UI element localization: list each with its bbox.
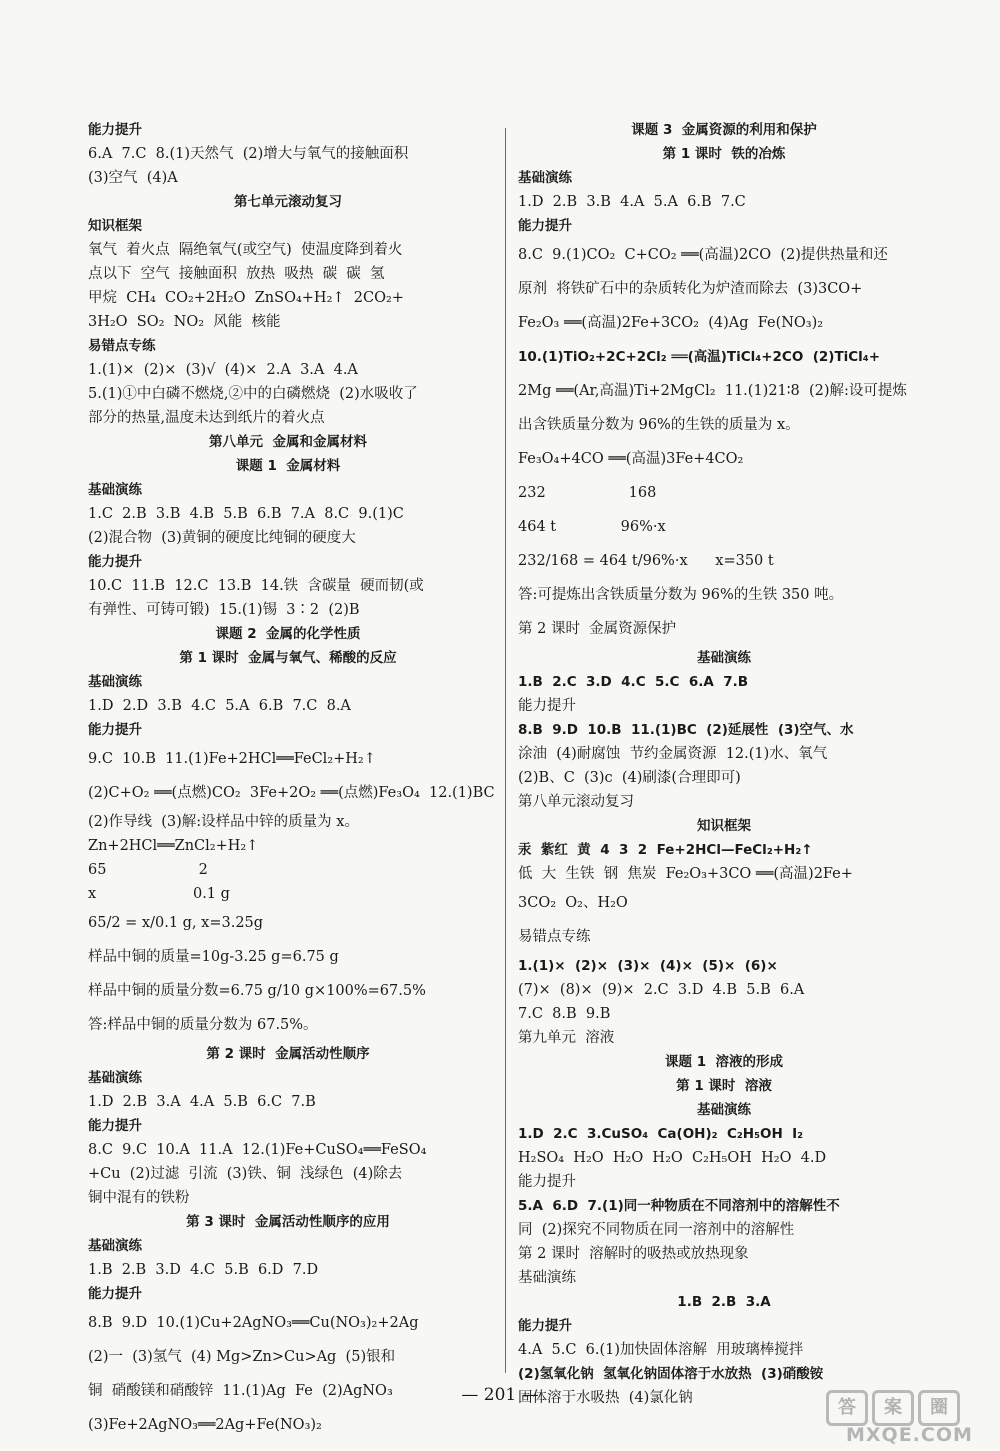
right-subheading: 8.B 9.D 10.B 11.(1)BC (2)延展性 (3)空气、水 — [518, 722, 854, 738]
right-answer-line: 464 t 96%·x — [518, 519, 666, 535]
left-answer-line: (3)Fe+2AgNO₃══2Ag+Fe(NO₃)₂ — [88, 1417, 322, 1433]
right-answer-line: 第八单元滚动复习 — [518, 794, 634, 810]
right-answer-line: 232/168 = 464 t/96%·x x=350 t — [518, 553, 774, 569]
right-answer-line: 第 2 课时 金属资源保护 — [518, 621, 677, 637]
right-answer-line: 答:可提炼出含铁质量分数为 96%的生铁 350 吨。 — [518, 587, 844, 603]
left-answer-line: 1.(1)× (2)× (3)√ (4)× 2.A 3.A 4.A — [88, 362, 358, 378]
right-answer-line: Fe₂O₃ ══(高温)2Fe+3CO₂ (4)Ag Fe(NO₃)₂ — [518, 315, 824, 331]
right-answer-line: 基础演练 — [518, 1270, 576, 1286]
left-answer-line: 铜中混有的铁粉 — [88, 1190, 190, 1206]
left-subheading: 基础演练 — [88, 1070, 142, 1086]
right-section-title: 第 1 课时 铁的冶炼 — [662, 146, 786, 162]
left-subheading: 能力提升 — [88, 722, 142, 738]
left-answer-line: 5.(1)①中白磷不燃烧,②中的白磷燃烧 (2)水吸收了 — [88, 386, 418, 402]
left-subheading: 能力提升 — [88, 554, 142, 570]
right-answer-line: 低 大 生铁 钢 焦炭 Fe₂O₃+3CO ══(高温)2Fe+ — [518, 866, 853, 882]
right-answer-line: 第九单元 溶液 — [518, 1030, 615, 1046]
right-answer-line: 8.C 9.(1)CO₂ C+CO₂ ══(高温)2CO (2)提供热量和还 — [518, 247, 888, 263]
left-subheading: 基础演练 — [88, 482, 142, 498]
left-answer-line: 65 2 — [88, 862, 208, 878]
column-divider — [505, 128, 506, 1373]
left-answer-line: (2)C+O₂ ══(点燃)CO₂ 3Fe+2O₂ ══(点燃)Fe₃O₄ 12.(1)BC — [88, 785, 495, 801]
right-subheading: 5.A 6.D 7.(1)同一种物质在不同溶剂中的溶解性不 — [518, 1198, 840, 1214]
left-section-title: 课题 1 金属材料 — [235, 458, 341, 474]
left-answer-line: 样品中铜的质量分数=6.75 g/10 g×100%=67.5% — [88, 983, 426, 999]
right-subheading: 1.(1)× (2)× (3)× (4)× (5)× (6)× — [518, 958, 778, 974]
left-answer-line: (2)混合物 (3)黄铜的硬度比纯铜的硬度大 — [88, 530, 356, 546]
left-answer-line: (2)一 (3)氢气 (4) Mg>Zn>Cu>Ag (5)银和 — [88, 1349, 396, 1365]
watermark-logo — [818, 1390, 978, 1446]
right-answer-line: 2Mg ══(Ar,高温)Ti+2MgCl₂ 11.(1)21∶8 (2)解:设可提炼 — [518, 383, 907, 399]
right-answer-line: 第 2 课时 溶解时的吸热或放热现象 — [518, 1246, 749, 1262]
right-section-title: 课题 1 溶液的形成 — [665, 1054, 783, 1070]
left-section-title: 第七单元滚动复习 — [234, 194, 342, 210]
page-number: — 201 — — [461, 1385, 539, 1405]
left-answer-line: 部分的热量,温度未达到纸片的着火点 — [88, 410, 325, 426]
left-subheading: 基础演练 — [88, 1238, 142, 1254]
watermark-char: 圈 — [918, 1390, 960, 1426]
right-subheading: 1.B 2.C 3.D 4.C 5.C 6.A 7.B — [518, 674, 749, 690]
left-subheading: 能力提升 — [88, 122, 142, 138]
right-subheading: 能力提升 — [518, 218, 572, 234]
right-section-title: 基础演练 — [697, 650, 751, 666]
right-answer-line: Fe₃O₄+4CO ══(高温)3Fe+4CO₂ — [518, 451, 744, 467]
right-subheading: 基础演练 — [518, 170, 572, 186]
left-answer-line: 铜 硝酸镁和硝酸锌 11.(1)Ag Fe (2)AgNO₃ — [88, 1383, 393, 1399]
left-answer-line: x 0.1 g — [88, 886, 230, 902]
right-subheading: (2)氢氧化钠 氢氧化钠固体溶于水放热 (3)硝酸铵 — [518, 1366, 824, 1382]
left-answer-line: 10.C 11.B 12.C 13.B 14.铁 含碳量 硬而韧(或 — [88, 578, 424, 594]
left-subheading: 能力提升 — [88, 1286, 142, 1302]
left-column — [88, 118, 495, 1442]
right-answer-line: (2)B、C (3)c (4)刷漆(合理即可) — [518, 770, 741, 786]
right-section-title: 知识框架 — [697, 818, 751, 834]
right-section-title: 基础演练 — [697, 1102, 751, 1118]
left-answer-line: +Cu (2)过滤 引流 (3)铁、铜 浅绿色 (4)除去 — [88, 1166, 403, 1182]
left-answer-line: 3H₂O SO₂ NO₂ 风能 核能 — [88, 314, 281, 330]
left-section-title: 第 2 课时 金属活动性顺序 — [206, 1046, 370, 1062]
left-answer-line: 氧气 着火点 隔绝氧气(或空气) 使温度降到着火 — [88, 242, 403, 258]
left-section-title: 第 1 课时 金属与氧气、稀酸的反应 — [179, 650, 397, 666]
left-answer-line: 9.C 10.B 11.(1)Fe+2HCl══FeCl₂+H₂↑ — [88, 751, 376, 767]
right-subheading: 汞 紫红 黄 4 3 2 Fe+2HCl—FeCl₂+H₂↑ — [518, 842, 813, 858]
watermark-char: 案 — [872, 1390, 914, 1426]
left-answer-line: 1.D 2.D 3.B 4.C 5.A 6.B 7.C 8.A — [88, 698, 351, 714]
left-answer-line: 65/2 = x/0.1 g, x=3.25g — [88, 915, 264, 931]
right-answer-line: 1.D 2.B 3.B 4.A 5.A 6.B 7.C — [518, 194, 746, 210]
right-answer-line: 出含铁质量分数为 96%的生铁的质量为 x。 — [518, 417, 800, 433]
right-answer-line: 同 (2)探究不同物质在同一溶剂中的溶解性 — [518, 1222, 795, 1238]
right-answer-line: (7)× (8)× (9)× 2.C 3.D 4.B 5.B 6.A — [518, 982, 805, 998]
right-section-title: 第 1 课时 溶液 — [676, 1078, 772, 1094]
right-subheading: 1.D 2.C 3.CuSO₄ Ca(OH)₂ C₂H₅OH I₂ — [518, 1126, 804, 1142]
left-section-title: 课题 2 金属的化学性质 — [215, 626, 361, 642]
left-answer-line: Zn+2HCl══ZnCl₂+H₂↑ — [88, 838, 259, 854]
right-answer-line: 232 168 — [518, 485, 657, 501]
left-answer-line: 8.B 9.D 10.(1)Cu+2AgNO₃══Cu(NO₃)₂+2Ag — [88, 1315, 419, 1331]
right-column — [518, 118, 930, 1410]
left-answer-line: (2)作导线 (3)解:设样品中锌的质量为 x。 — [88, 814, 359, 830]
watermark-url: MXQE.COM — [846, 1424, 973, 1446]
right-answer-line: 3CO₂ O₂、H₂O — [518, 895, 628, 911]
left-answer-line: 1.B 2.B 3.D 4.C 5.B 6.D 7.D — [88, 1262, 319, 1278]
left-answer-line: 1.D 2.B 3.A 4.A 5.B 6.C 7.B — [88, 1094, 316, 1110]
watermark-char: 答 — [826, 1390, 868, 1426]
left-section-title: 第八单元 金属和金属材料 — [209, 434, 367, 450]
left-answer-line: 8.C 9.C 10.A 11.A 12.(1)Fe+CuSO₄══FeSO₄ — [88, 1142, 427, 1158]
right-answer-line: 固体溶于水吸热 (4)氯化钠 — [518, 1390, 693, 1406]
right-section-title: 课题 3 金属资源的利用和保护 — [631, 122, 817, 138]
right-section-title: 1.B 2.B 3.A — [677, 1294, 771, 1310]
left-subheading: 知识框架 — [88, 218, 142, 234]
right-answer-line: 易错点专练 — [518, 929, 591, 945]
right-subheading: 能力提升 — [518, 1318, 572, 1334]
left-answer-line: 1.C 2.B 3.B 4.B 5.B 6.B 7.A 8.C 9.(1)C — [88, 506, 404, 522]
left-answer-line: 有弹性、可铸可锻) 15.(1)锡 3∶2 (2)B — [88, 602, 360, 618]
right-subheading: 10.(1)TiO₂+2C+2Cl₂ ══(高温)TiCl₄+2CO (2)TiCl₄+ — [518, 349, 881, 365]
left-answer-line: 答:样品中铜的质量分数为 67.5%。 — [88, 1017, 318, 1033]
right-answer-line: 7.C 8.B 9.B — [518, 1006, 611, 1022]
left-subheading: 能力提升 — [88, 1118, 142, 1134]
left-section-title: 第 3 课时 金属活动性顺序的应用 — [186, 1214, 390, 1230]
right-answer-line: H₂SO₄ H₂O H₂O H₂O C₂H₅OH H₂O 4.D — [518, 1150, 827, 1166]
left-answer-line: 甲烷 CH₄ CO₂+2H₂O ZnSO₄+H₂↑ 2CO₂+ — [88, 290, 404, 306]
left-answer-line: 点以下 空气 接触面积 放热 吸热 碳 碳 氢 — [88, 266, 385, 282]
right-answer-line: 能力提升 — [518, 1174, 576, 1190]
left-answer-line: 样品中铜的质量=10g-3.25 g=6.75 g — [88, 949, 339, 965]
right-answer-line: 原剂 将铁矿石中的杂质转化为炉渣而除去 (3)3CO+ — [518, 281, 863, 297]
right-answer-line: 4.A 5.C 6.(1)加快固体溶解 用玻璃棒搅拌 — [518, 1342, 804, 1358]
left-answer-line: 6.A 7.C 8.(1)天然气 (2)增大与氧气的接触面积 — [88, 146, 409, 162]
right-answer-line: 涂油 (4)耐腐蚀 节约金属资源 12.(1)水、氧气 — [518, 746, 828, 762]
right-answer-line: 能力提升 — [518, 698, 576, 714]
left-subheading: 基础演练 — [88, 674, 142, 690]
left-subheading: 易错点专练 — [88, 338, 156, 354]
left-answer-line: (3)空气 (4)A — [88, 170, 178, 186]
